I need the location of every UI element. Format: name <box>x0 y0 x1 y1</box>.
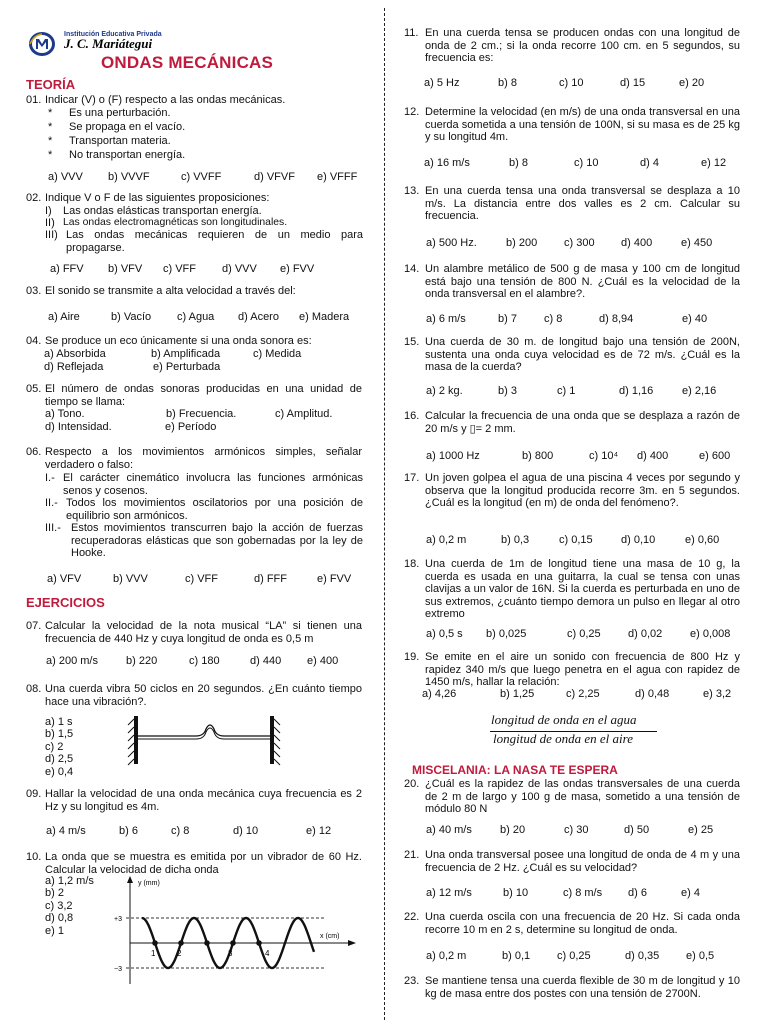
answer-option[interactable]: c) 10 <box>574 157 599 169</box>
formula-numerator: longitud de onda en el agua <box>491 712 637 727</box>
answer-option[interactable]: b) 0,1 <box>502 950 531 962</box>
answer-option[interactable]: e) FVV <box>317 573 352 585</box>
answer-option[interactable]: a) 12 m/s <box>426 887 472 899</box>
answer-option[interactable]: b) 0,3 <box>501 534 530 546</box>
answer-option[interactable]: a) Tono. <box>45 408 85 420</box>
question-text: Indicar (V) o (F) respecto a las ondas mecánicas. <box>45 94 286 106</box>
answer-option[interactable]: c) 0,25 <box>567 628 601 640</box>
answer-option[interactable]: b) 20 <box>500 824 526 836</box>
question-number: 19. <box>404 651 420 663</box>
answer-option[interactable]: c) 8 <box>544 313 563 325</box>
answer-option[interactable]: e) 4 <box>681 887 700 899</box>
answer-option[interactable]: c) 10⁴ <box>589 450 619 462</box>
point-label: 4 <box>265 949 270 958</box>
answer-option[interactable]: c) 1 <box>557 385 576 397</box>
y-tick-bottom: −3 <box>114 966 122 973</box>
answer-option[interactable]: d) 2,5 <box>45 753 74 765</box>
question-15 <box>404 336 740 374</box>
column-divider <box>384 8 385 1020</box>
question-17 <box>404 472 740 510</box>
question-13 <box>404 185 740 223</box>
answer-option[interactable]: b) 8 <box>509 157 528 169</box>
answer-option[interactable]: d) FFF <box>254 573 287 585</box>
point-label: 2 <box>177 949 182 958</box>
list-item: I) Las ondas elásticas transportan energía. <box>45 205 262 217</box>
answer-option[interactable]: d) 0,8 <box>45 912 74 924</box>
y-axis-label: y (mm) <box>138 880 160 887</box>
answer-option[interactable]: d) 1,16 <box>619 385 654 397</box>
wave-point <box>178 940 184 946</box>
answer-option[interactable]: a) Aire <box>48 311 80 323</box>
answer-option[interactable]: e) 12 <box>701 157 727 169</box>
answer-option[interactable]: c) VFF <box>163 263 196 275</box>
question-02 <box>26 192 362 205</box>
string-pulse <box>138 725 270 736</box>
answer-option[interactable]: c) 180 <box>189 655 220 667</box>
question-text: Hallar la velocidad de una onda mecánica cuya frecuencia es 2 Hz y su longitud es 4m. <box>45 788 362 813</box>
question-number: 13. <box>404 185 420 197</box>
question-text: Se produce un eco únicamente si una onda sonora es: <box>45 335 312 347</box>
answer-option[interactable]: a) 40 m/s <box>426 824 472 836</box>
string-diagram <box>126 713 286 767</box>
x-axis-arrow <box>348 940 356 946</box>
question-number: 02. <box>26 192 42 204</box>
answer-option[interactable]: b) Amplificada <box>151 348 221 360</box>
answer-option[interactable]: d) 0,35 <box>625 950 660 962</box>
answer-option[interactable]: b) Frecuencia. <box>166 408 237 420</box>
answer-option[interactable]: a) 0,2 m <box>426 534 467 546</box>
answer-option[interactable]: e) Madera <box>299 311 350 323</box>
question-number: 21. <box>404 849 420 861</box>
list-item: II) Las ondas electromagnéticas son longitudinales. <box>45 217 288 229</box>
answer-option[interactable]: a) 0,5 s <box>426 628 463 640</box>
question-text: Un joven golpea el agua de una piscina 4 veces por segundo y observa que la longitud producida recorre 3m. en 5 segundos. ¿Cuál es la longitud (en m) de onda del fenómeno?. <box>425 472 740 510</box>
answer-option[interactable]: c) 2,25 <box>566 688 600 700</box>
answer-option[interactable]: b) 2 <box>45 887 64 899</box>
answer-option[interactable]: a) 16 m/s <box>424 157 470 169</box>
formula-denominator: longitud de onda en el aire <box>493 731 633 746</box>
answer-option[interactable]: e) 2,16 <box>682 385 717 397</box>
answer-option[interactable]: d) Acero <box>238 311 279 323</box>
question-text: La onda que se muestra es emitida por un vibrador de 60 Hz. Calcular la velocidad de dicha onda <box>45 851 362 876</box>
answer-option[interactable]: e) 450 <box>681 237 713 249</box>
answer-option[interactable]: a) 1000 Hz <box>426 450 480 462</box>
answer-option[interactable]: a) 4,26 <box>422 688 457 700</box>
question-text: Se emite en el aire un sonido con frecuencia de 800 Hz y rapidez 340 m/s que luego penetra en el agua con rapidez de 1450 m/s, hallar la relación: <box>425 651 740 689</box>
question-text: El sonido se transmite a alta velocidad a través del: <box>45 285 296 297</box>
answer-option[interactable]: c) VVFF <box>181 171 222 183</box>
answer-option[interactable]: a) 200 m/s <box>46 655 98 667</box>
section-teoria: TEORÍA <box>26 77 76 92</box>
answer-option[interactable]: e) 12 <box>306 825 332 837</box>
answer-option[interactable]: c) 0,25 <box>557 950 591 962</box>
question-18 <box>404 558 740 621</box>
question-text: El número de ondas sonoras producidas en una unidad de tiempo se llama: <box>45 383 362 408</box>
question-05 <box>26 383 362 408</box>
question-text: Una cuerda oscila con una frecuencia de 20 Hz. Si cada onda recorre 10 m en 2 s, determine su longitud de onda. <box>425 911 740 936</box>
answer-option[interactable]: b) 1,25 <box>500 688 535 700</box>
answer-option[interactable]: c) Amplitud. <box>275 408 333 420</box>
answer-option[interactable]: c) Medida <box>253 348 302 360</box>
answer-option[interactable]: e) Período <box>165 421 217 433</box>
answer-option[interactable]: d) 10 <box>233 825 259 837</box>
question-text: Una cuerda de 30 m. de longitud bajo una tensión de 200N, sustenta una onda cuya velocidad es de 72 m/s. ¿Cuál es la masa de la cuerda? <box>425 336 740 374</box>
answer-option[interactable]: a) 500 Hz. <box>426 237 477 249</box>
list-item: I.- El carácter cinemático involucra las funciones armónicas senos y cosenos. <box>45 472 363 497</box>
question-10 <box>26 851 362 876</box>
left-post <box>128 716 138 765</box>
answer-option[interactable]: e) 25 <box>688 824 714 836</box>
question-text: Una cuerda de 1m de longitud tiene una masa de 10 g, la cuerda es usada en una guitarra, la cual se tensa con unas clavijas a un valor de 16N. Si la cuerda es perturbada en uno de sus extremos, ¿cuánto tiempo demora un pulso en llegar al otro extremo <box>425 558 740 621</box>
question-07 <box>26 620 362 645</box>
question-23 <box>404 975 740 1000</box>
question-number: 17. <box>404 472 420 484</box>
answer-option[interactable]: a) 1 s <box>45 716 73 728</box>
answer-option[interactable]: e) Perturbada <box>153 361 221 373</box>
section-miscelania: MISCELANIA: LA NASA TE ESPERA <box>412 763 618 777</box>
question-01 <box>26 94 362 107</box>
answer-option[interactable]: d) 400 <box>621 237 653 249</box>
question-text: Respecto a los movimientos armónicos simples, señalar verdadero o falso: <box>45 446 362 471</box>
question-number: 18. <box>404 558 420 570</box>
answer-option[interactable]: e) 3,2 <box>703 688 732 700</box>
wave-point <box>230 940 236 946</box>
answer-option[interactable]: d) 0,10 <box>621 534 656 546</box>
answer-option[interactable]: d) 440 <box>250 655 282 667</box>
question-number: 23. <box>404 975 420 987</box>
answer-option[interactable]: e) 600 <box>699 450 731 462</box>
question-04 <box>26 335 362 348</box>
answer-option[interactable]: c) 0,15 <box>559 534 593 546</box>
answer-option[interactable]: a) VFV <box>47 573 82 585</box>
question-number: 03. <box>26 285 42 297</box>
answer-option[interactable]: d) VVV <box>222 263 257 275</box>
section-ejercicios: EJERCICIOS <box>26 595 105 610</box>
answer-option[interactable]: c) 2 <box>45 741 64 753</box>
question-08 <box>26 683 362 708</box>
answer-option[interactable]: b) 10 <box>503 887 529 899</box>
list-item: II.- Todos los movimientos oscilatorios por una posición de equilibrio son armónicos. <box>45 497 363 522</box>
point-label: 3 <box>228 949 233 958</box>
answer-option[interactable]: b) 200 <box>506 237 538 249</box>
answer-option[interactable]: b) 220 <box>126 655 158 667</box>
question-number: 12. <box>404 106 420 118</box>
question-text: En una cuerda tensa una onda transversal se desplaza a 10 m/s. La distancia entre dos valles es 2 cm. Calcular su frecuencia. <box>425 185 740 223</box>
answer-option[interactable]: d) 0,48 <box>635 688 670 700</box>
question-11 <box>404 27 740 65</box>
question-number: 14. <box>404 263 420 275</box>
question-21 <box>404 849 740 874</box>
answer-option[interactable]: d) 15 <box>620 77 646 89</box>
question-text: Una onda transversal posee una longitud de onda de 4 m y una frecuencia de 2 Hz. ¿Cuál es su velocidad? <box>425 849 740 874</box>
school-name-line2: J. C. Mariátegui <box>64 36 153 51</box>
question-16 <box>404 410 740 435</box>
y-axis-arrow <box>127 876 133 883</box>
answer-option[interactable]: b) 6 <box>119 825 138 837</box>
page-title: ONDAS MECÁNICAS <box>101 53 274 72</box>
question-22 <box>404 911 740 936</box>
answer-option[interactable]: a) VVV <box>48 171 83 183</box>
question-09 <box>26 788 362 813</box>
question-number: 04. <box>26 335 42 347</box>
right-column <box>404 0 743 1024</box>
answer-option[interactable]: c) 30 <box>564 824 589 836</box>
answer-option[interactable]: d) 0,02 <box>628 628 663 640</box>
answer-option[interactable]: a) 6 m/s <box>426 313 466 325</box>
answer-option[interactable]: a) FFV <box>50 263 84 275</box>
answer-option[interactable]: a) 1,2 m/s <box>45 875 94 887</box>
school-crest-icon <box>28 31 56 57</box>
question-text: Se mantiene tensa una cuerda flexible de 30 m de longitud y 10 kg de masa entre dos postes con una tensión de 2700N. <box>425 975 740 1000</box>
question-text: ¿Cuál es la rapidez de las ondas transversales de una cuerda de 2 m de largo y 100 g de masa, sometido a una tensión de módulo 80 N <box>425 778 740 816</box>
answer-option[interactable]: c) 300 <box>564 237 595 249</box>
wave-point <box>152 940 158 946</box>
answer-option[interactable]: b) 0,025 <box>486 628 527 640</box>
answer-option[interactable]: d) Reflejada <box>44 361 104 373</box>
answer-option[interactable]: e) 40 <box>682 313 708 325</box>
question-number: 07. <box>26 620 42 632</box>
answer-option[interactable]: d) 400 <box>637 450 669 462</box>
answer-option[interactable]: b) 8 <box>498 77 517 89</box>
school-name-line1: Institución Educativa Privada <box>64 31 162 38</box>
answer-option[interactable]: a) 2 kg. <box>426 385 463 397</box>
wave-graph <box>108 876 366 986</box>
question-number: 08. <box>26 683 42 695</box>
question-text: Calcular la velocidad de la nota musical “LA” si tienen una frecuencia de 440 Hz y cuya longitud de onda es 0,5 m <box>45 620 362 645</box>
answer-option[interactable]: a) 5 Hz <box>424 77 460 89</box>
right-post <box>270 716 280 765</box>
point-label: 1 <box>151 949 156 958</box>
x-axis-label: x (cm) <box>320 933 340 940</box>
answer-option[interactable]: a) 4 m/s <box>46 825 86 837</box>
answer-option[interactable]: c) 8 m/s <box>563 887 603 899</box>
question-03 <box>26 285 362 298</box>
answer-option[interactable]: d) 8,94 <box>599 313 634 325</box>
question-number: 15. <box>404 336 420 348</box>
answer-option[interactable]: d) 50 <box>624 824 650 836</box>
question-text: Una cuerda vibra 50 ciclos en 20 segundos. ¿En cuánto tiempo hace una vibración?. <box>45 683 362 708</box>
question-text: Calcular la frecuencia de una onda que se desplaza a razón de 20 m/s y ▯= 2 mm. <box>425 410 740 435</box>
answer-option[interactable]: c) VFF <box>185 573 218 585</box>
question-number: 22. <box>404 911 420 923</box>
answer-option[interactable]: e) 0,5 <box>686 950 715 962</box>
answer-option[interactable]: e) 1 <box>45 925 64 937</box>
left-column: Institución Educativa Privada J. C. Mariátegui ONDAS MECÁNICAS TEORÍA 01. Indicar (V) o (F) respecto a las ondas mecánicas. * Es una perturbación. * Se propaga en el vacío. * Transportan materia. * No transportan energía. a) VVV b) VVVF c) VVFF d) VFVF e) VFFF 02. Indique V o F de las siguientes proposiciones: I) Las ondas elásticas transportan energía. II) Las ondas electromagnéticas son longitudinales. III) Las ondas mecánicas requieren de un medio para propagarse. a) FFV b) VFV c) VFF d) VVV e) FVV 03. El sonido se transmite a alta velocidad a través del: a) Aire b) Vacío c) Agua d) Acero e) Madera 04. Se produce un eco únicamente si una onda sonora es: a) Absorbida b) Amplificada c) Medida d) Reflejada e) Perturbada 05. El número de ondas sonoras producidas en una unidad de tiempo se llama: a) Tono. b) Frecuencia. c) Amplitud. d) Intensidad. e) Período 06. Respecto a los movimientos armónicos simples, señalar verdadero o falso: I.- El carácter cinemático involucra las funciones armónicas senos y cosenos. II.- Todos los movimientos oscilatorios por una posición de equilibrio son armónicos. III.- Estos movimientos transcurren bajo la acción de fuerzas recuperadoras elásticas que son gobernadas por la ley de Hooke. a) VFV b) VVV c) VFF d) FFF e) FVV EJERCICIOS 07. Calcular la velocidad de la nota musical “LA” si tienen una frecuencia de 440 Hz y cuya longitud de onda es 0,5 m a) 200 m/s b) 220 c) 180 d) 440 e) 400 08. Una cuerda vibra 50 ciclos en 20 segundos. ¿En cuánto tiempo hace una vibración?. a) 1 s b) 1,5 c) 2 d) 2,5 e) 0,4 09. Hallar la velocidad de una onda mecánica cuya frecuencia es 2 Hz y su longitud es 4m. a) 4 m/s b) 6 c) 8 d) 10 e) 12 10. La onda que se muestra es emitida por un vibrador de 60 Hz. Calcular la velocidad de dicha onda a) 1,2 m/s b) 2 c) 3,2 d) 0,8 e) 1 y (mm) x (cm) +3 −3 1 2 3 4 <box>26 0 366 1024</box>
question-number: 16. <box>404 410 420 422</box>
answer-option[interactable]: c) 10 <box>559 77 584 89</box>
question-text: Indique V o F de las siguientes proposiciones: <box>45 192 270 204</box>
answer-option[interactable]: e) FVV <box>280 263 315 275</box>
question-number: 20. <box>404 778 420 790</box>
question-number: 06. <box>26 446 42 458</box>
answer-option[interactable]: d) 6 <box>628 887 647 899</box>
answer-option[interactable]: b) VVV <box>113 573 148 585</box>
question-20 <box>404 778 740 816</box>
answer-option[interactable]: b) 1,5 <box>45 728 74 740</box>
question-number: 01. <box>26 94 42 106</box>
answer-option[interactable]: b) 3 <box>498 385 517 397</box>
answer-option[interactable]: a) 0,2 m <box>426 950 467 962</box>
answer-option[interactable]: b) Vacío <box>111 311 152 323</box>
answer-option[interactable]: d) 4 <box>640 157 659 169</box>
list-item: III) Las ondas mecánicas requieren de un medio para propagarse. <box>45 229 363 254</box>
answer-option[interactable]: b) VVVF <box>108 171 150 183</box>
question-12 <box>404 106 740 144</box>
answer-option[interactable]: b) VFV <box>108 263 143 275</box>
question-text: En una cuerda tensa se producen ondas con una longitud de onda de 2 cm.; si la onda recorre 100 cm. en 5 segundos, su frecuencia es: <box>425 27 740 65</box>
question-19 <box>404 651 740 689</box>
answer-option[interactable]: e) 0,4 <box>45 766 74 778</box>
answer-option[interactable]: e) 20 <box>679 77 705 89</box>
answer-option[interactable]: d) Intensidad. <box>45 421 112 433</box>
question-14 <box>404 263 740 301</box>
question-number: 05. <box>26 383 42 395</box>
answer-option[interactable]: e) 0,60 <box>685 534 720 546</box>
wave-point <box>256 940 262 946</box>
question-text: Un alambre metálico de 500 g de masa y 100 cm de longitud está bajo una tensión de 800 N. ¿Cuál es la velocidad de la onda transversal en el alambre?. <box>425 263 740 301</box>
answer-option[interactable]: b) 800 <box>522 450 554 462</box>
question-06 <box>26 446 362 471</box>
answer-option[interactable]: c) 3,2 <box>45 900 73 912</box>
question-number: 10. <box>26 851 42 863</box>
wave-point <box>204 940 210 946</box>
question-number: 09. <box>26 788 42 800</box>
answer-option[interactable]: b) 7 <box>498 313 517 325</box>
question-text: Determine la velocidad (en m/s) de una onda transversal en una cuerda sometida a una tensión de 100N, si su masa es de 25 kg y su longitud 4m. <box>425 106 740 144</box>
answer-option[interactable]: c) Agua <box>177 311 215 323</box>
answer-option[interactable]: c) 8 <box>171 825 190 837</box>
answer-option[interactable]: e) 0,008 <box>690 628 731 640</box>
answer-option[interactable]: e) VFFF <box>317 171 358 183</box>
list-item: III.- Estos movimientos transcurren bajo la acción de fuerzas recuperadoras elásticas que son gobernadas por la ley de Hooke. <box>45 522 363 560</box>
answer-option[interactable]: d) VFVF <box>254 171 295 183</box>
answer-option[interactable]: a) Absorbida <box>44 348 106 360</box>
question-number: 11. <box>404 27 419 39</box>
y-tick-top: +3 <box>114 916 122 923</box>
answer-option[interactable]: e) 400 <box>307 655 339 667</box>
